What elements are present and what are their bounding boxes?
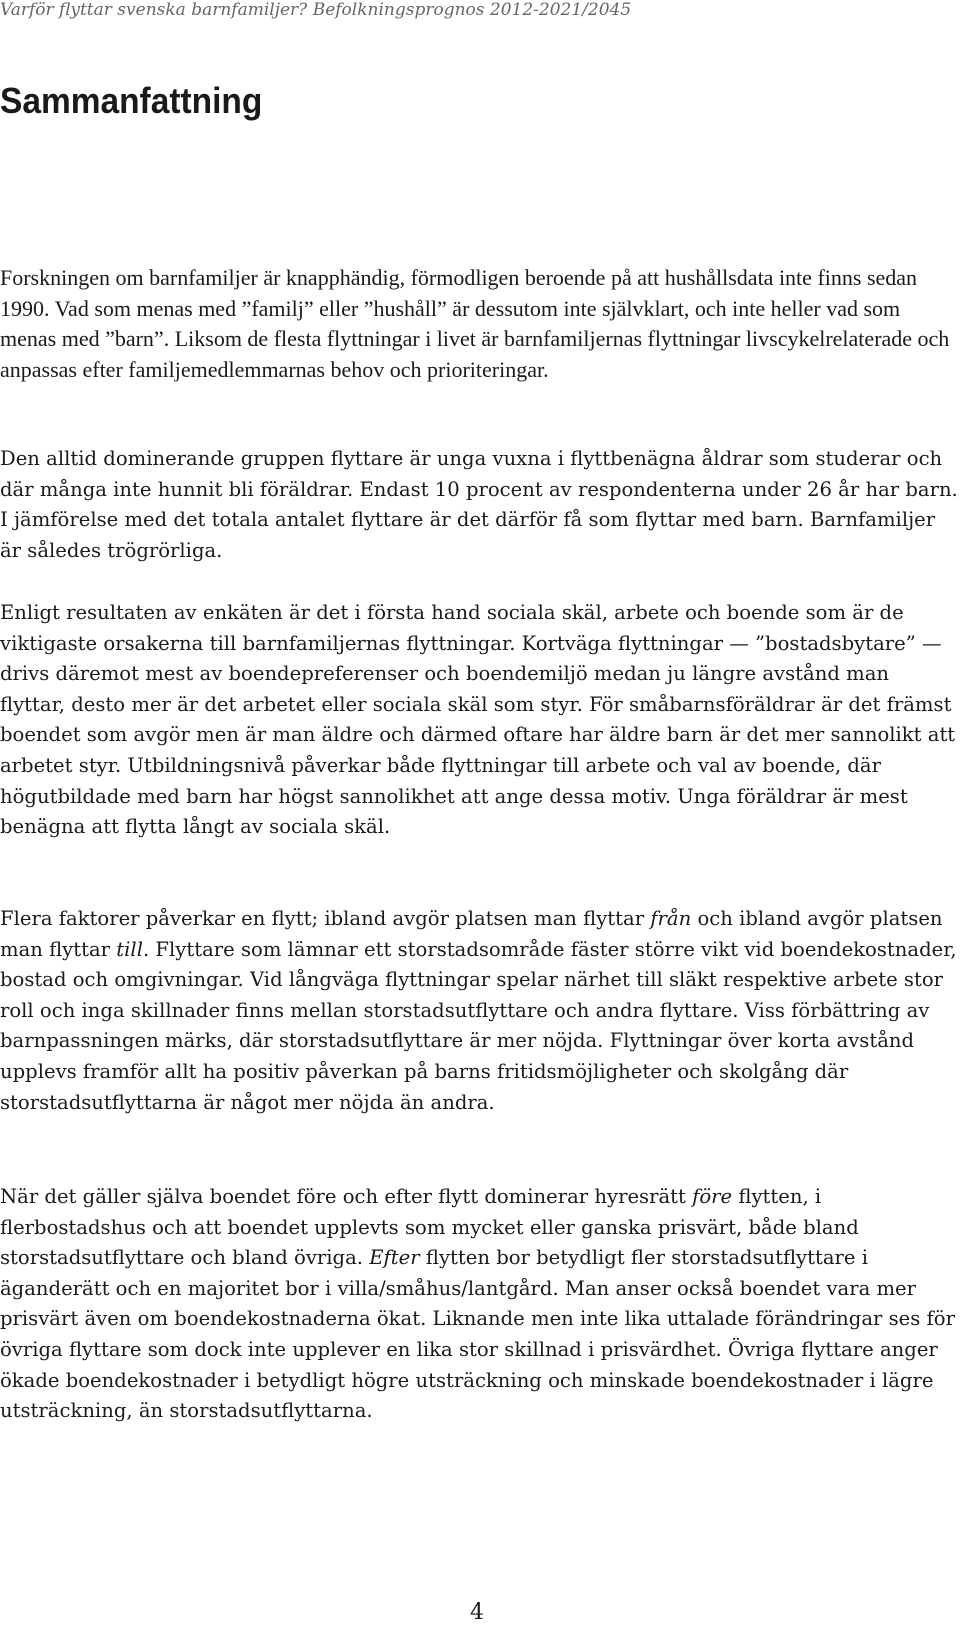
paragraph-housing-text-1: När det gäller själva boendet före och efter flytt dominerar hyresrätt xyxy=(0,1185,693,1208)
paragraph-housing-text-3: flytten bor betydligt fler storstadsutflyttare i äganderätt och en majoritet bor i villa/småhus/lantgård. Man anser också boendet vara mer prisvärt även om boendekostnaderna ökat. Liknande men inte lika uttalade förändringar ses för övriga flyttare som dock inte upplever en lika stor skillnad i prisvärdhet. Övriga flyttare anger ökade boendekostnader i betydligt högre utsträckning och minskade boendekostnader i lägre utsträckning, än storstadsutflyttarna. xyxy=(0,1246,955,1423)
running-header: Varför flyttar svenska barnfamiljer? Befolkningsprognos 2012-2021/2045 xyxy=(0,0,632,20)
paragraph-housing-emphasis-1: före xyxy=(692,1185,733,1208)
paragraph-housing-emphasis-2: Efter xyxy=(369,1246,420,1270)
paragraph-housing-text-2: flytten, i flerbostadshus och att boendet upplevts som mycket eller ganska prisvärt, både bland storstadsutflyttare och bland övriga. xyxy=(0,1185,859,1270)
paragraph-intro: Forskningen om barnfamiljer är knapphändig, förmodligen beroende på att hushållsdata inte finns sedan 1990. Vad som menas med ”familj” eller ”hushåll” är dessutom inte självklart, och inte heller vad som menas med ”barn”. Liksom de flesta flyttningar i livet är barnfamiljernas flyttningar livscykelrelaterade och anpassas efter familjemedlemmarnas behov och prioriteringar. xyxy=(0,265,950,382)
page-title: Sammanfattning xyxy=(0,80,263,121)
paragraph-factors-text-2: och ibland avgör platsen man flyttar xyxy=(0,907,943,961)
paragraph-young-adults: Den alltid dominerande gruppen flyttare är unga vuxna i flyttbenägna åldrar som studerar och där många inte hunnit bli föräldrar. Endast 10 procent av respondenterna under 26 år har barn. I jämförelse med det totala antalet flyttare är det därför få som flyttar med barn. Barnfamiljer är således trögrörliga. xyxy=(0,447,958,562)
paragraph-factors-text-3: . Flyttare som lämnar ett storstadsområde fäster större vikt vid boendekostnader, bostad och omgivningar. Vid långväga flyttningar spelar närhet till släkt respektive arbete stor roll och inga skillnader finns mellan storstadsutflyttare och andra flyttare. Viss förbättring av barnpassningen märks, där storstadsutflyttare är mer nöjda. Flyttningar över korta avstånd upplevs framför allt ha positiv påverkan på barns fritidsmöjligheter och skolgång där storstadsutflyttarna är något mer nöjda än andra. xyxy=(0,937,957,1114)
paragraph-factors-emphasis-1: från xyxy=(650,907,692,930)
paragraph-factors-text-1: Flera faktorer påverkar en flytt; ibland avgör platsen man flyttar xyxy=(0,907,651,930)
page-number: 4 xyxy=(470,1600,484,1625)
paragraph-housing xyxy=(0,1182,960,1427)
paragraph-factors-emphasis-2: till xyxy=(116,937,143,961)
paragraph-survey-results: Enligt resultaten av enkäten är det i första hand sociala skäl, arbete och boende som är de viktigaste orsakerna till barnfamiljernas flyttningar. Kortväga flyttningar — ”bostadsbytare” — drivs däremot mest av boendepreferenser och boendemiljö medan ju längre avstånd man flyttar, desto mer är det arbetet eller sociala skäl som styr. För småbarnsföräldrar är det främst boendet som avgör men är man äldre och därmed oftare har äldre barn är det mer sannolikt att arbetet styr. Utbildningsnivå påverkar både flyttningar till arbete och val av boende, där högutbildade med barn har högst sannolikhet att ange dessa motiv. Unga föräldrar är mest benägna att flytta långt av sociala skäl. xyxy=(0,601,956,839)
paragraph-factors xyxy=(0,904,960,1118)
